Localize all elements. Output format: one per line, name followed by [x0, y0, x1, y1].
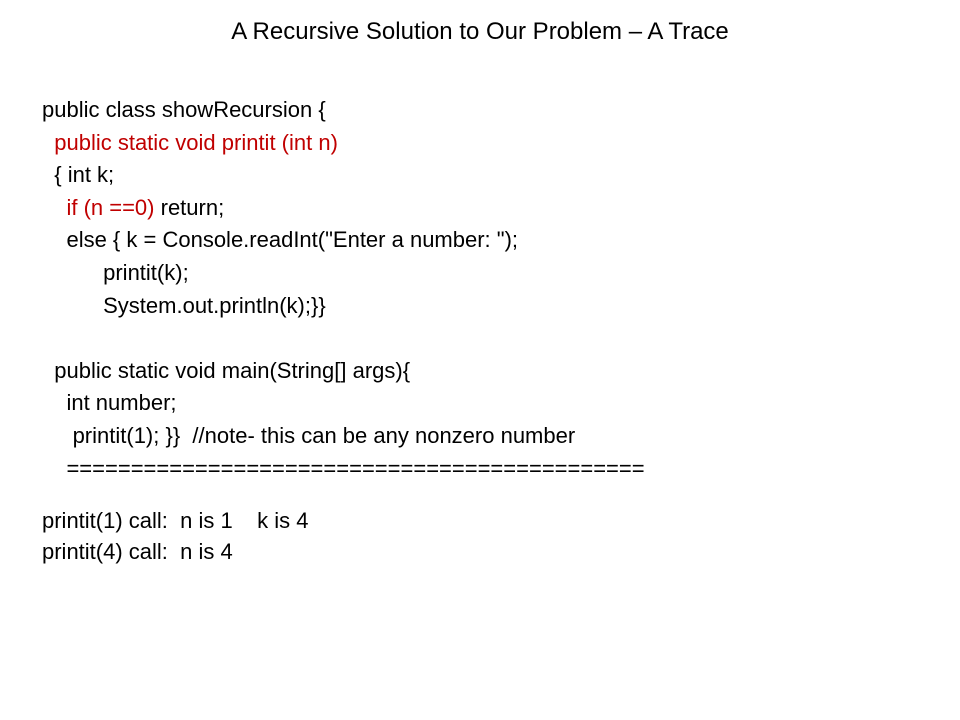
code-block	[42, 94, 942, 485]
separator-line	[42, 453, 942, 486]
code-line	[42, 257, 942, 290]
code-text: public static void main(String[] args){	[54, 357, 411, 383]
code-text: printit(1); }} //note- this can be any nonzero number	[66, 422, 576, 448]
code-line	[42, 387, 942, 420]
code-line	[42, 420, 942, 453]
trace-line: printit(4) call: n is 4	[42, 539, 233, 564]
code-line	[42, 192, 942, 225]
code-text: { int k;	[54, 162, 115, 188]
code-text: printit(k);	[103, 259, 189, 285]
trace-line: printit(1) call: n is 1 k is 4	[42, 508, 309, 533]
code-text: System.out.println(k);}}	[103, 292, 326, 318]
code-line	[42, 224, 942, 257]
code-line	[42, 94, 942, 127]
code-line	[42, 127, 942, 160]
code-highlight: public static void printit (int n)	[54, 129, 338, 155]
code-text: return;	[154, 194, 225, 220]
code-text: else { k = Console.readInt("Enter a number: ");	[66, 227, 519, 253]
code-line	[42, 355, 942, 388]
code-line	[42, 290, 942, 323]
code-highlight: if (n ==0)	[66, 194, 155, 220]
code-text: public class showRecursion {	[42, 97, 326, 122]
code-text: int number;	[66, 390, 177, 416]
trace-output	[42, 505, 942, 567]
code-line	[42, 322, 942, 355]
separator-text: =============================================	[66, 455, 645, 481]
slide-title: A Recursive Solution to Our Problem – A Trace	[231, 18, 729, 45]
code-line	[42, 159, 942, 192]
